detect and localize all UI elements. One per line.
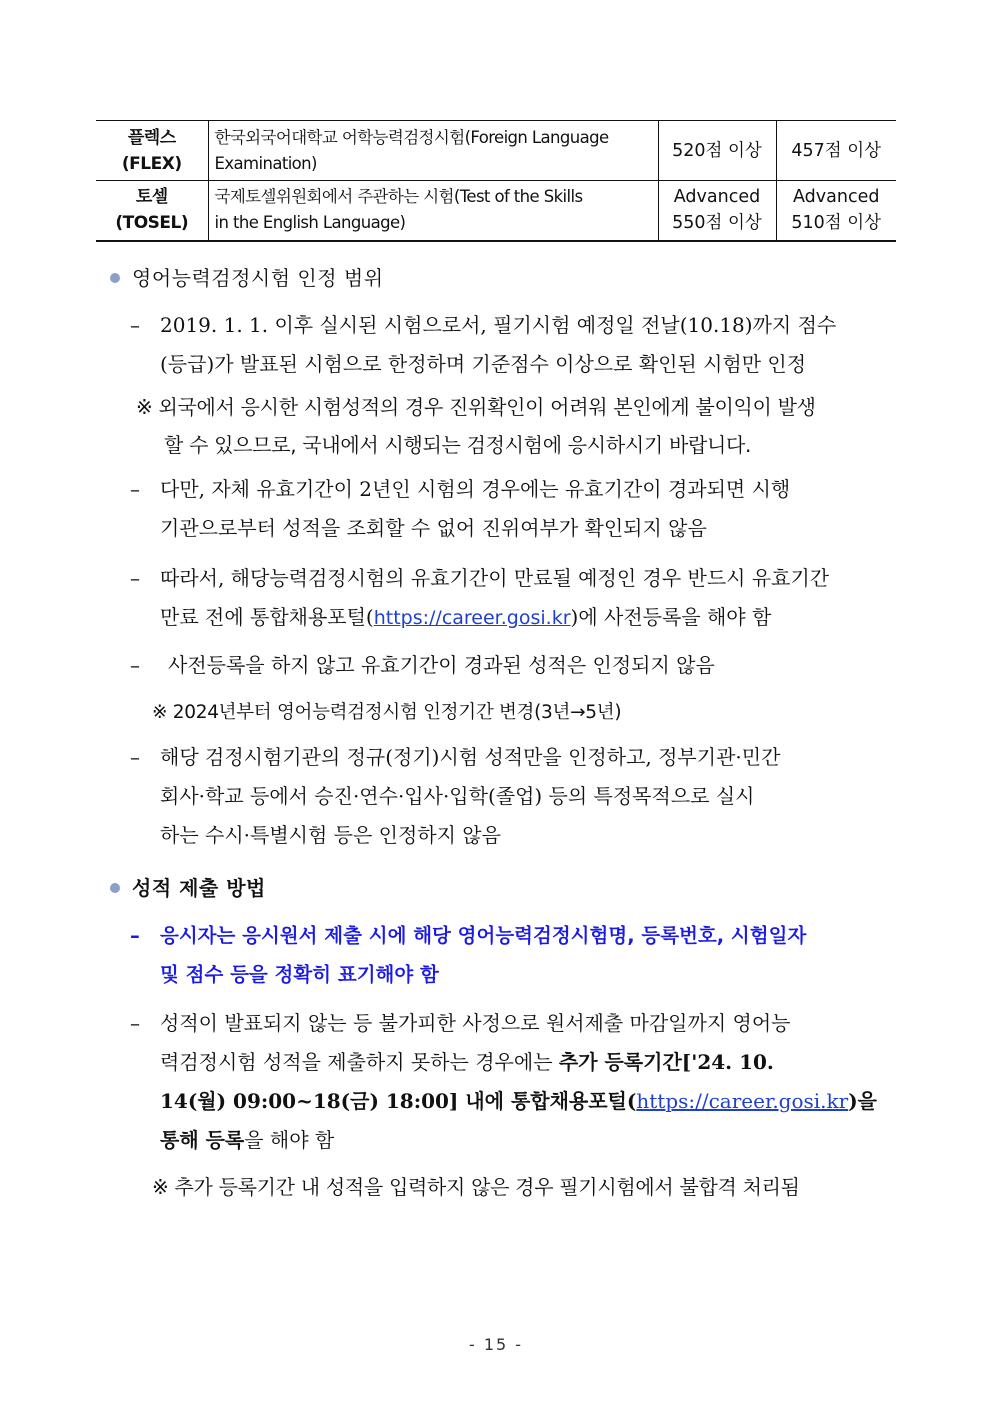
list-item <box>130 646 900 685</box>
test-criteria-table <box>96 120 896 242</box>
test-abbr: (TOSEL) <box>115 213 189 234</box>
test-description-cell <box>208 121 658 181</box>
list-item <box>130 738 900 855</box>
section-heading-text: 영어능력검정시험 인정 범위 <box>132 266 384 290</box>
paragraph-line: 따라서, 해당능력검정시험의 유효기간이 만료될 예정인 경우 반드시 유효기간 <box>160 566 830 590</box>
bullet-icon <box>110 883 120 893</box>
score-cell <box>776 181 896 241</box>
section-heading-text: 성적 제출 방법 <box>132 876 266 900</box>
career-portal-link[interactable]: https://career.gosi.kr <box>636 1089 849 1113</box>
score-value: 510점 이상 <box>791 213 882 234</box>
paragraph-line: 2019. 1. 1. 이후 실시된 시험으로서, 필기시험 예정일 전날(10.18)까지 점수 <box>160 313 837 337</box>
page-number: - 15 - <box>468 1335 524 1354</box>
section-heading-submission-method <box>110 872 266 901</box>
score-value: Advanced <box>673 187 761 208</box>
score-value: 550점 이상 <box>672 213 762 234</box>
list-item-highlighted <box>130 916 900 994</box>
test-description-cell <box>208 181 658 241</box>
score-cell <box>776 121 896 181</box>
note-line: 할 수 있으므로, 국내에서 시행되는 검정시험에 응시하시기 바랍니다. <box>164 433 752 457</box>
list-item <box>130 306 900 384</box>
score-value: 520점 이상 <box>672 140 762 161</box>
paragraph-line: 및 점수 등을 정확히 표기해야 함 <box>160 963 439 986</box>
paragraph-line: 성적이 발표되지 않는 등 불가피한 사정으로 원서제출 마감일까지 영어능 <box>160 1011 791 1035</box>
paragraph-line: 다만, 자체 유효기간이 2년인 시험의 경우에는 유효기간이 경과되면 시행 <box>160 477 791 501</box>
list-item <box>130 1004 900 1160</box>
test-description-line: 한국외국어대학교 어학능력검정시험(Foreign Language <box>214 127 609 147</box>
dash-marker: – <box>130 477 140 501</box>
note-period-change: ※ 2024년부터 영어능력검정시험 인정기간 변경(3년→5년) <box>152 702 622 723</box>
test-description-line: in the English Language) <box>214 213 406 233</box>
additional-period-text: 추가 등록기간['24. 10. <box>558 1050 774 1074</box>
bullet-icon <box>110 273 120 283</box>
test-name: 플렉스 <box>127 127 176 148</box>
section-heading-recognition-scope <box>110 262 384 291</box>
dash-marker: – <box>130 1011 140 1035</box>
dash-marker: – <box>130 566 140 590</box>
dash-marker: – <box>130 924 140 947</box>
list-item <box>130 470 900 548</box>
test-description-line: 국제토셀위원회에서 주관하는 시험(Test of the Skills <box>214 187 583 207</box>
note-line: ※ 외국에서 응시한 시험성적의 경우 진위확인이 어려워 본인에게 불이익이 발생 <box>136 395 816 419</box>
score-cell <box>658 121 776 181</box>
dash-marker: – <box>130 745 140 769</box>
paragraph-line: 회사·학교 등에서 승진·연수·입사·입학(졸업) 등의 특정목적으로 실시 <box>160 784 755 808</box>
paragraph-line: 응시자는 응시원서 제출 시에 해당 영어능력검정시험명, 등록번호, 시험일자 <box>160 924 807 947</box>
additional-period-text: 14(월) 09:00~18(금) 18:00] 내에 통합채용포털( <box>160 1089 637 1113</box>
career-portal-link[interactable]: https://career.gosi.kr <box>373 607 571 629</box>
paragraph-text: 만료 전에 통합채용포털( <box>160 605 374 629</box>
dash-marker: – <box>130 313 140 337</box>
paragraph-text: )에 사전등록을 해야 함 <box>570 605 772 629</box>
paragraph-text: 력검정시험 성적을 제출하지 못하는 경우에는 <box>160 1050 559 1074</box>
test-name-cell <box>96 121 208 181</box>
test-name: 토셀 <box>135 187 168 208</box>
paragraph-line: 사전등록을 하지 않고 유효기간이 경과된 성적은 인정되지 않음 <box>168 653 715 677</box>
paragraph-line: (등급)가 발표된 시험으로 한정하며 기준점수 이상으로 확인된 시험만 인정 <box>160 352 807 376</box>
table-row <box>96 181 896 241</box>
test-description-line: Examination) <box>214 153 317 173</box>
test-name-cell <box>96 181 208 241</box>
dash-marker: – <box>130 653 140 677</box>
list-item <box>130 559 900 638</box>
additional-period-text: )을 <box>848 1089 878 1113</box>
paragraph-line: 해당 검정시험기관의 정규(정기)시험 성적만을 인정하고, 정부기관·민간 <box>160 745 781 769</box>
score-cell <box>658 181 776 241</box>
paragraph-line: 하는 수시·특별시험 등은 인정하지 않음 <box>160 823 501 847</box>
test-abbr: (FLEX) <box>121 153 182 174</box>
note-fail-warning: ※ 추가 등록기간 내 성적을 입력하지 않은 경우 필기시험에서 불합격 처리됨 <box>152 1175 800 1199</box>
table-row <box>96 121 896 181</box>
paragraph-text: 을 해야 함 <box>244 1128 335 1152</box>
score-value: Advanced <box>793 187 880 208</box>
register-text: 통해 등록 <box>160 1128 245 1152</box>
note-overseas-test <box>136 388 816 464</box>
paragraph-line: 기관으로부터 성적을 조회할 수 없어 진위여부가 확인되지 않음 <box>160 516 707 540</box>
score-value: 457점 이상 <box>791 140 882 161</box>
